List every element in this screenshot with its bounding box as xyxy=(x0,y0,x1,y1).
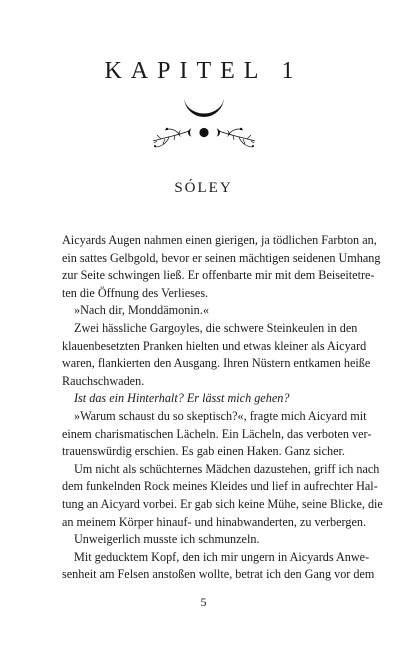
text-line: an meinem Körper hinauf- und hinabwanderten, zu verbergen. xyxy=(62,514,367,529)
text-line: dem funkelnden Rock meines Kleides und lief in aufrechter Hal- xyxy=(62,479,378,494)
text-line: tung an Aicyard vorbei. Er gab sich keine Mühe, seine Blicke, die xyxy=(62,496,383,511)
text-line: senheit am Felsen anstoßen wollte, betrat ich den Gang vor dem xyxy=(62,567,375,582)
text-line: »Nach dir, Monddämonin.« xyxy=(74,303,209,318)
text-line: Aicyards Augen nahmen einen gierigen, ja tödlichen Farbton an, xyxy=(62,233,377,247)
crescent-moon-ornament-icon xyxy=(139,95,269,157)
text-line: ten die Öffnung des Verlieses. xyxy=(62,285,209,300)
text-line: Mit geducktem Kopf, den ich mir ungern in Aicyards Anwe- xyxy=(74,549,370,564)
text-line: Um nicht als schüchternes Mädchen dazustehen, griff ich nach xyxy=(74,461,380,476)
character-name-heading: SÓLEY xyxy=(174,180,233,196)
text-line: Zwei hässliche Gargoyles, die schwere Steinkeulen in den xyxy=(74,320,358,335)
text-line: trauenswürdig erschien. Es gab einen Haken. Ganz sicher. xyxy=(62,444,345,459)
text-line: waren, flankierten den Ausgang. Ihren Nüstern entkamen heiße xyxy=(62,356,371,371)
text-line: klauenbesetzten Pranken hielten und etwas kleiner als Aicyard xyxy=(62,338,367,353)
chapter-title: KAPITEL 1 xyxy=(104,58,303,84)
text-line: Ist das ein Hinterhalt? Er lässt mich gehen? xyxy=(74,391,290,406)
text-line: zur Seite schwingen ließ. Er offenbarte mir mit dem Beiseitetre- xyxy=(62,268,375,283)
text-line: einem charismatischen Lächeln. Ein Lächeln, das verboten ver- xyxy=(62,426,372,441)
page-number: 5 xyxy=(200,595,207,609)
text-line: »Warum schaust du so skeptisch?«, fragte mich Aicyard mit xyxy=(74,408,367,423)
text-line: Unweigerlich musste ich schmunzeln. xyxy=(74,532,260,547)
body-text xyxy=(62,232,383,584)
text-line: ein sattes Gelbgold, bevor er seinen mächtigen seidenen Umhang xyxy=(62,250,381,265)
text-line: Rauchschwaden. xyxy=(62,373,145,388)
